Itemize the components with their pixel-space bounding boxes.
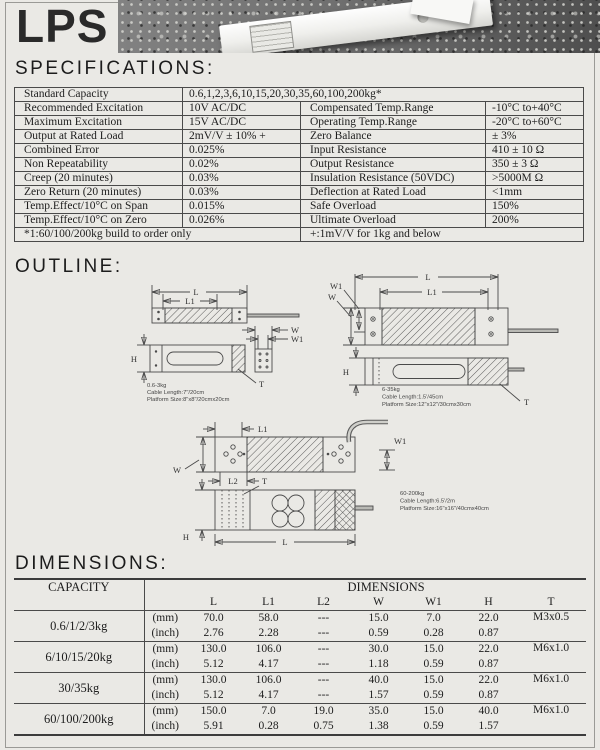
dim-value: 106.0 [241, 642, 296, 658]
product-title: LPS [16, 0, 109, 52]
spec-label: Creep (20 minutes) [15, 172, 183, 186]
dim-value: 15.0 [406, 704, 461, 720]
spec-label: Maximum Excitation [15, 116, 183, 130]
dim-row-mm [14, 704, 586, 720]
spec-row [15, 186, 584, 200]
dim-value: 0.28 [258, 719, 279, 732]
thread-value: M6x1.0 [516, 704, 586, 736]
dim-label-w: W [328, 292, 337, 302]
spec-label: Non Repeatability [15, 158, 183, 172]
spec-row [15, 130, 584, 144]
dim-label-w1: W1 [291, 334, 304, 344]
spec-label: Safe Overload [301, 200, 486, 214]
dim-row-mm [14, 611, 586, 627]
thread-value: M6x1.0 [516, 642, 586, 673]
spec-value: -20°C to+60°C [486, 116, 584, 130]
dim-label-h: H [342, 367, 350, 377]
dim-value: 0.59 [423, 688, 444, 701]
spec-footnote-left: *1:60/100/200kg build to order only [15, 228, 301, 242]
spec-label: Insulation Resistance (50VDC) [301, 172, 486, 186]
specifications-table [14, 87, 584, 242]
unit-cell: (mm) [144, 611, 186, 627]
spec-row [15, 158, 584, 172]
spec-label: Operating Temp.Range [301, 116, 486, 130]
dim-value: 1.57 [368, 688, 389, 701]
drawing-mid-capacity [328, 272, 558, 408]
spec-label: Standard Capacity [15, 88, 183, 102]
dim-label-w1: W1 [330, 281, 343, 291]
dim-value: 40.0 [461, 704, 516, 720]
capacity-cell: 6/10/15/20kg [14, 642, 144, 673]
spec-value: 150% [486, 200, 584, 214]
drawing-small-capacity [131, 285, 303, 403]
spec-row [15, 214, 584, 228]
dim-value: 22.0 [461, 673, 516, 689]
dim-value: 130.0 [186, 673, 241, 689]
dim-value: --- [317, 688, 330, 701]
dim-label-l2: L2 [228, 476, 238, 486]
unit-header [144, 579, 186, 611]
spec-label: Temp.Effect/10°C on Zero [15, 214, 183, 228]
dim-label-l1: L1 [427, 287, 437, 297]
col-header-l1: L1 [241, 595, 296, 611]
spec-row [15, 116, 584, 130]
spec-value: 0.026% [183, 214, 301, 228]
dim-value: 1.18 [368, 657, 389, 670]
dim-label-h: H [130, 354, 138, 364]
dim-value: --- [296, 611, 351, 627]
dim-label-w: W [173, 465, 182, 475]
col-header-l2: L2 [296, 595, 351, 611]
thread-value: M3x0.5 [516, 611, 586, 642]
col-header-h: H [461, 595, 516, 611]
spec-label: Temp.Effect/10°C on Span [15, 200, 183, 214]
dimensions-heading: DIMENSIONS: [15, 553, 169, 574]
drawing-caption-line: Cable Length:7"/20cm [147, 390, 205, 396]
dim-value: 5.12 [203, 688, 224, 701]
dim-value: 0.87 [478, 626, 499, 639]
dim-label-l1: L1 [258, 424, 268, 434]
dim-value: 0.59 [423, 719, 444, 732]
spec-value: 0.02% [183, 158, 301, 172]
dim-row-mm [14, 642, 586, 658]
spec-label: Ultimate Overload [301, 214, 486, 228]
dim-label-w: W [291, 325, 300, 335]
dim-value: 4.17 [258, 657, 279, 670]
drawing-caption-line: Cable Length:1.5'/45cm [382, 394, 444, 401]
dim-value: 15.0 [406, 673, 461, 689]
dim-value: 0.28 [423, 626, 444, 639]
dim-value: --- [296, 673, 351, 689]
dim-label-h: H [182, 532, 190, 542]
col-header-w: W [351, 595, 406, 611]
unit-cell: (inch) [151, 657, 179, 670]
spec-value: <1mm [486, 186, 584, 200]
dim-value: 19.0 [296, 704, 351, 720]
spec-value: 10V AC/DC [183, 102, 301, 116]
dim-label-w1: W1 [394, 436, 407, 446]
dim-value: 15.0 [351, 611, 406, 627]
spec-value: 410 ± 10 Ω [486, 144, 584, 158]
unit-cell: (inch) [151, 688, 179, 701]
spec-label: Input Resistance [301, 144, 486, 158]
spec-label: Output Resistance [301, 158, 486, 172]
spec-value: -10°C to+40°C [486, 102, 584, 116]
spec-label: Compensated Temp.Range [301, 102, 486, 116]
dim-value: 0.59 [368, 626, 389, 639]
capacity-cell: 30/35kg [14, 673, 144, 704]
dim-value: 106.0 [241, 673, 296, 689]
dim-value: 30.0 [351, 642, 406, 658]
dim-value: 5.12 [203, 657, 224, 670]
capacity-header: CAPACITY [14, 579, 144, 611]
dim-label-l: L [425, 272, 431, 282]
spec-value: 0.025% [183, 144, 301, 158]
col-header-w1: W1 [406, 595, 461, 611]
dim-value: 1.57 [478, 719, 499, 732]
spec-row [15, 102, 584, 116]
spec-label: Deflection at Rated Load [301, 186, 486, 200]
dim-value: 2.76 [203, 626, 224, 639]
spec-label: Recommended Excitation [15, 102, 183, 116]
unit-cell: (inch) [151, 626, 179, 639]
dim-value: 40.0 [351, 673, 406, 689]
outline-heading: OUTLINE: [15, 256, 123, 277]
specifications-heading: SPECIFICATIONS: [15, 58, 215, 79]
spec-label: Combined Error [15, 144, 183, 158]
spec-value: 0.03% [183, 186, 301, 200]
spec-footnote-row [15, 228, 584, 242]
spec-value: 0.6,1,2,3,6,10,15,20,30,35,60,100,200kg* [183, 88, 584, 102]
unit-cell: (mm) [144, 673, 186, 689]
spec-label: Zero Return (20 minutes) [15, 186, 183, 200]
capacity-cell: 0.6/1/2/3kg [14, 611, 144, 642]
dimensions-table [14, 578, 586, 736]
dim-value: 70.0 [186, 611, 241, 627]
dim-value: 0.75 [313, 719, 334, 732]
dim-label-l: L [193, 287, 199, 297]
drawing-caption-line: Platform Size:16"x16"/40cmx40cm [400, 506, 489, 512]
dim-value: --- [317, 657, 330, 670]
dim-value: 4.17 [258, 688, 279, 701]
dim-value: 0.87 [478, 688, 499, 701]
dim-value: 1.38 [368, 719, 389, 732]
unit-cell: (mm) [144, 704, 186, 720]
outline-drawings [10, 272, 590, 556]
dim-row-mm [14, 673, 586, 689]
spec-label: Output at Rated Load [15, 130, 183, 144]
drawing-caption-line: Cable Length:6.5'/2m [400, 498, 455, 505]
dim-label-t: T [524, 397, 530, 407]
drawing-caption-line: Platform Size:12"x12"/30cmx30cm [382, 402, 471, 408]
load-cell-label [249, 21, 294, 53]
dim-label-l: L [282, 537, 288, 547]
spec-value: >5000M Ω [486, 172, 584, 186]
spec-row-capacity [15, 88, 584, 102]
dim-value: 22.0 [461, 642, 516, 658]
dim-value: 130.0 [186, 642, 241, 658]
spec-row [15, 200, 584, 214]
col-header-t: T [516, 595, 586, 611]
spec-footnote-right: +:1mV/V for 1kg and below [301, 228, 584, 242]
spec-row [15, 144, 584, 158]
dim-value: --- [296, 642, 351, 658]
dimensions-group-header: DIMENSIONS [347, 580, 425, 595]
dim-value: 0.87 [478, 657, 499, 670]
dim-value: 7.0 [406, 611, 461, 627]
spec-value: 0.015% [183, 200, 301, 214]
dim-value: 5.91 [203, 719, 224, 732]
dim-value: --- [317, 626, 330, 639]
dim-value: 150.0 [186, 704, 241, 720]
spec-row [15, 172, 584, 186]
drawing-caption-line: Platform Size:8"x8"/20cmx20cm [147, 397, 230, 403]
drawing-large-capacity [173, 422, 489, 547]
dim-label-t: T [259, 379, 265, 389]
unit-cell: (inch) [151, 719, 179, 732]
dim-value: 35.0 [351, 704, 406, 720]
spec-label: Zero Balance [301, 130, 486, 144]
dim-label-l1: L1 [185, 296, 195, 306]
capacity-cell: 60/100/200kg [14, 704, 144, 736]
thread-value: M6x1.0 [516, 673, 586, 704]
dim-value: 0.59 [423, 657, 444, 670]
dim-value: 22.0 [461, 611, 516, 627]
drawing-caption-line: 60-200kg [400, 491, 425, 497]
col-header-l: L [186, 595, 241, 611]
product-photo [118, 0, 600, 53]
dim-value: 7.0 [241, 704, 296, 720]
spec-value: 350 ± 3 Ω [486, 158, 584, 172]
spec-value: 200% [486, 214, 584, 228]
spec-value: 2mV/V ± 10% + [183, 130, 301, 144]
unit-cell: (mm) [144, 642, 186, 658]
spec-value: ± 3% [486, 130, 584, 144]
drawing-caption-line: 0.6-3kg [147, 383, 167, 389]
spec-value: 15V AC/DC [183, 116, 301, 130]
dim-value: 2.28 [258, 626, 279, 639]
dim-header-row [14, 579, 586, 595]
drawing-caption-line: 6-35kg [382, 387, 400, 393]
dim-value: 15.0 [406, 642, 461, 658]
spec-value: 0.03% [183, 172, 301, 186]
dim-value: 58.0 [241, 611, 296, 627]
dim-label-t: T [262, 476, 268, 486]
